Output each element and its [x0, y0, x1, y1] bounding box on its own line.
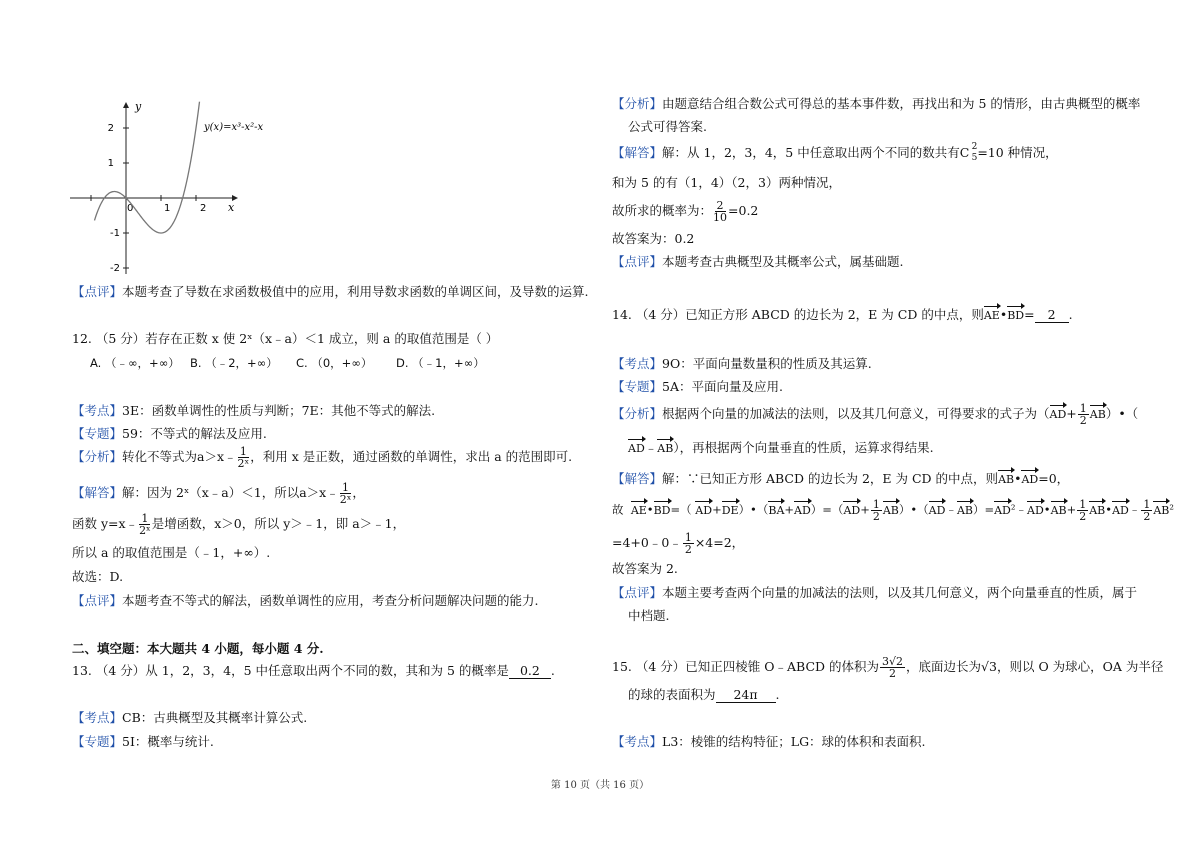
- q13-zhuanti: 【专题】5I：概率与统计.: [72, 734, 214, 749]
- q12-jieda-pre: 解：因为 2ˣ（x﹣a）＜1，所以: [122, 485, 300, 500]
- jieda-tag: 【解答】: [72, 485, 123, 500]
- q11-dianping-text: 本题考查了导数在求函数极值中的应用，利用导数求函数的单调区间，及导数的运算.: [122, 284, 589, 299]
- q12-dianping-text: 本题考查不等式的解法，函数单调性的应用，考查分析问题解决问题的能力.: [122, 593, 539, 608]
- fraction: $\frac{3√2}{2}$: [882, 655, 904, 680]
- q14-dianping-line2: 中档题.: [628, 608, 670, 623]
- q14-kaodian: 【考点】9O：平面向量数量积的性质及其运算.: [612, 356, 872, 371]
- q11-dianping: [72, 284, 589, 300]
- fraction: $\frac{1}{2}$: [1079, 402, 1087, 427]
- q12-kaodian-text: 3E：函数单调性的性质与判断；7E：其他不等式的解法.: [122, 403, 436, 418]
- x-axis-label: x: [228, 201, 235, 214]
- y-tick-neg2: -2: [110, 263, 120, 274]
- q13-fenxi-line2: 公式可得答案.: [628, 119, 707, 134]
- q14-jieda-line4: 故答案为 2.: [612, 561, 678, 576]
- q13-stem: 13. （4 分）从 1，2，3，4，5 中任意取出两个不同的数，其和为 5 的概率是 0.2 .: [72, 663, 555, 678]
- q13-fenxi-line1: 【分析】由题意结合组合数公式可得总的基本事件数，再找出和为 5 的情形，由古典概型的概率: [612, 96, 1141, 111]
- q12-jieda-line2: 函数 y=x﹣ $\frac{1}{\text{2ˣ}}$ 是增函数，x＞0，所以 y＞﹣1，即 a＞﹣1，: [72, 512, 406, 537]
- q14-dianping-line1: 【点评】本题主要考查两个向量的加减法的法则，以及其几何意义，两个向量垂直的性质，属于: [612, 585, 1138, 600]
- q14-jieda-line3: =4+0﹣0﹣ $\frac{1}{2}$ ×4=2，: [612, 531, 745, 556]
- q13-jieda-line3: 故所求的概率为： $\frac{2}{10}$ =0.2: [612, 199, 759, 224]
- q12-fenxi-ineq: a＞x﹣: [197, 449, 237, 464]
- q15-stem-line1: 15. （4 分）已知正四棱锥 O﹣ABCD 的体积为 $\frac{3√2}{2}$ ，底面边长为√3，则以 O 为球心，OA 为半径: [612, 655, 1164, 680]
- q12-jieda-line3: 所以 a 的取值范围是（﹣1，+∞）.: [72, 545, 271, 560]
- kaodian-tag: 【考点】: [72, 403, 123, 418]
- q13-answer-blank: 0.2: [509, 664, 551, 679]
- page-footer: 第 10 页（共 16 页）: [550, 780, 650, 791]
- q15-answer-blank: 24π: [716, 688, 776, 703]
- fraction: $\frac{1}{2}$: [684, 531, 692, 556]
- y-axis-arrow: [123, 102, 129, 108]
- q14-answer-blank: 2: [1035, 308, 1069, 323]
- q12-jieda-line4: 故选：D.: [72, 569, 124, 584]
- combination-symbol: C 2 5: [959, 142, 978, 163]
- function-graph: [66, 98, 264, 278]
- q12-zhuanti-text: 59：不等式的解法及应用.: [122, 426, 267, 441]
- q14-zhuanti: 【专题】5A：平面向量及应用.: [612, 379, 783, 394]
- q12-fenxi-post: ，利用 x 是正数，通过函数的单调性，求出 a 的范围即可.: [250, 449, 573, 464]
- q12-kaodian: [72, 403, 435, 419]
- x-tick-2: 2: [200, 203, 207, 214]
- fraction: $\frac{1}{\text{2ˣ}}$: [339, 481, 352, 506]
- q12-option-c: C. （0，+∞）: [296, 356, 373, 370]
- q12-jieda-line1: [72, 482, 365, 505]
- q12-fenxi-pre: 转化不等式为: [122, 449, 198, 464]
- q14-jieda-line1: 【解答】解：∵已知正方形 ABCD 的边长为 2，E 为 CD 的中点，则AB•AD=0，: [612, 471, 1070, 486]
- q12-option-d: D. （﹣1，+∞）: [396, 356, 485, 370]
- x-tick-1: 1: [164, 203, 171, 214]
- q13-jieda-line1: 【解答】解：从 1，2，3，4，5 中任意取出两个不同的数共有C 2 5 =10 种情况，: [612, 142, 1058, 163]
- q13-dianping: 【点评】本题考查古典概型及其概率公式，属基础题.: [612, 254, 904, 269]
- q12-stem: 12. （5 分）若存在正数 x 使 2ˣ（x﹣a）＜1 成立，则 a 的取值范围是（ ）: [72, 331, 499, 346]
- dianping-tag: 【点评】: [72, 593, 123, 608]
- q12-option-b: B. （﹣2，+∞）: [190, 356, 278, 370]
- q12-jieda-post: ，: [352, 485, 365, 500]
- dianping-tag: 【点评】: [72, 284, 123, 299]
- q14-fenxi-line1: 【分析】根据两个向量的加减法的法则，以及其几何意义，可得要求的式子为（AD+ $\frac{1}{2}$ AB）•（: [612, 402, 1139, 427]
- q15-stem-line2: 的球的表面积为 24π .: [628, 687, 780, 702]
- q15-kaodian: 【考点】L3：棱锥的结构特征；LG：球的体积和表面积.: [612, 734, 926, 749]
- q14-stem: 14. （4 分）已知正方形 ABCD 的边长为 2，E 为 CD 的中点，则AE•BD= 2 .: [612, 307, 1073, 322]
- q12-jieda-ineq: a＞x﹣: [299, 485, 339, 500]
- fraction: $\frac{1}{\text{2ˣ}}$: [139, 512, 151, 537]
- q13-jieda-line2: 和为 5 的有（1，4）（2，3）两种情况，: [612, 175, 841, 190]
- sqrt3: √3: [981, 659, 997, 674]
- y-tick-2: 2: [107, 123, 114, 134]
- q12-fenxi: [72, 446, 572, 469]
- q12-option-a: A. （﹣∞，+∞）: [90, 356, 180, 370]
- fenxi-tag: 【分析】: [72, 449, 123, 464]
- section-heading: 二、填空题：本大题共 4 小题，每小题 4 分.: [72, 641, 324, 656]
- y-tick-neg1: -1: [110, 228, 120, 239]
- q12-zhuanti: [72, 426, 267, 442]
- q13-jieda-line4: 故答案为：0.2: [612, 231, 695, 246]
- q14-fenxi-line2: AD﹣AB），再根据两个向量垂直的性质，运算求得结果.: [628, 440, 934, 455]
- curve-label: y(x)=x³-x²-x: [204, 122, 264, 133]
- q12-dianping: [72, 593, 539, 609]
- y-tick-1: 1: [107, 158, 114, 169]
- y-axis-label: y: [135, 100, 142, 113]
- x-tick-0: 0: [127, 203, 134, 214]
- zhuanti-tag: 【专题】: [72, 426, 123, 441]
- q13-kaodian: 【考点】CB：古典概型及其概率计算公式.: [72, 710, 308, 725]
- fraction: $\frac{2}{10}$: [713, 199, 728, 224]
- q14-jieda-line2: 故 AE•BD=（ AD+DE）•（BA+AD）=（AD+ $\frac{1}{2}$ AB）•（AD﹣AB）=AD²﹣AD•AB+ $\frac{1}{2}$ AB•AD﹣ $\frac{1}{2}$ AB²: [612, 498, 1174, 523]
- fraction: $\frac{1}{\text{2ˣ}}$: [237, 445, 250, 470]
